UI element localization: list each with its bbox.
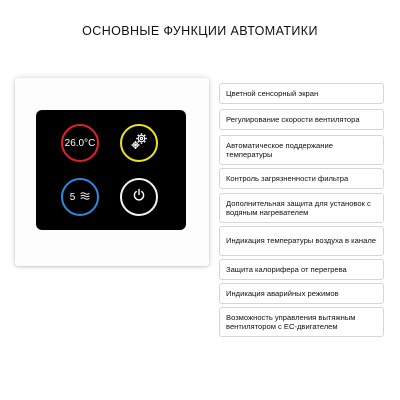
feature-item: Контроль загрязненности фильтра [219, 168, 384, 189]
feature-item: Регулирование скорости вентилятора [219, 109, 384, 130]
gears-icon [128, 130, 150, 157]
feature-item: Индикация аварийных режимов [219, 283, 384, 304]
fan-speed-button[interactable] [61, 178, 99, 216]
feature-item: Индикация температуры воздуха в канале [219, 226, 384, 256]
fan-speed-value: 5 [69, 191, 76, 203]
feature-item: Дополнительная защита для установок с водяным нагревателем [219, 193, 384, 223]
feature-item: Цветной сенсорный экран [219, 83, 384, 104]
power-icon [132, 188, 146, 207]
temperature-button[interactable] [61, 124, 99, 162]
fan-speed-icon [80, 191, 90, 204]
page-title: ОСНОВНЫЕ ФУНКЦИИ АВТОМАТИКИ [82, 24, 318, 38]
settings-button[interactable] [120, 124, 158, 162]
feature-item: Возможность управления вытяжным вентилятором с EC-двигателем [219, 307, 384, 337]
temperature-value: 26.0°C [64, 137, 96, 149]
touch-screen [36, 110, 186, 230]
power-button[interactable] [120, 178, 158, 216]
feature-item: Защита калорифера от перегрева [219, 259, 384, 280]
feature-item: Автоматическое поддержание температуры [219, 135, 384, 165]
